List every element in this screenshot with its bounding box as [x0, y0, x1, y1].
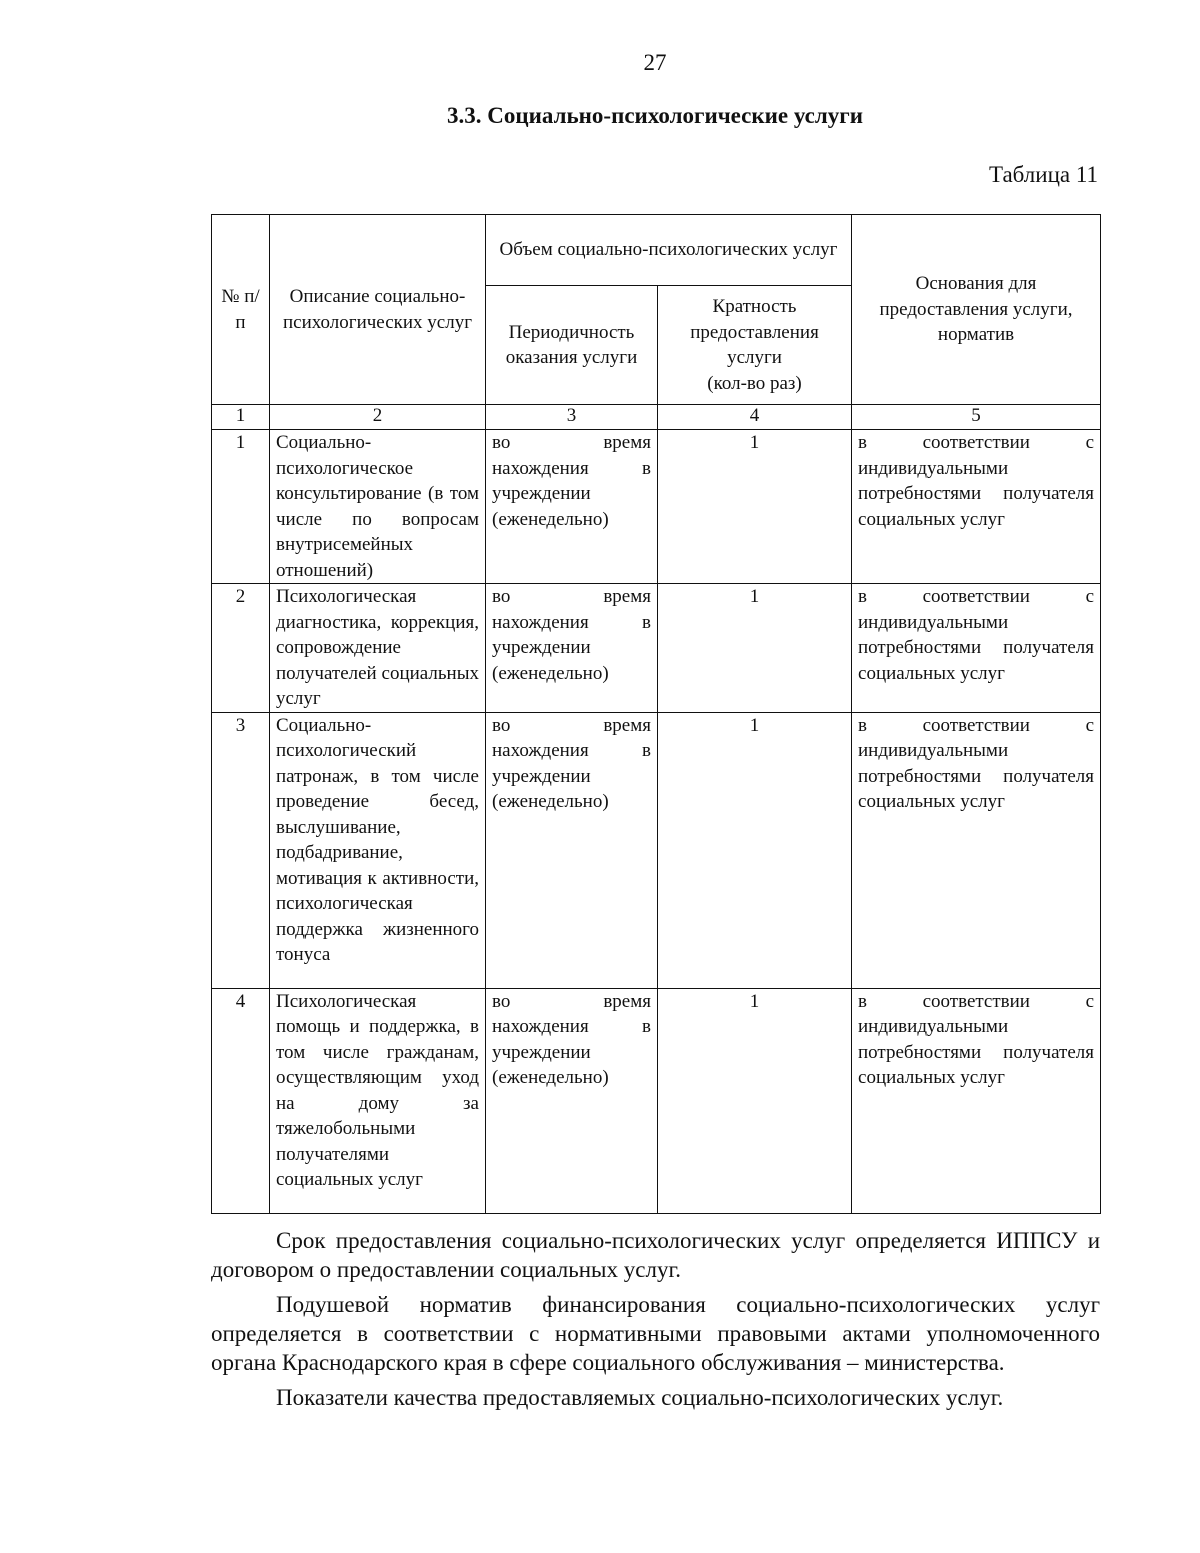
- table-row: [212, 712, 1101, 988]
- row-basis: в соответствии с индивидуальными потребностями получателя социальных услуг: [852, 712, 1101, 988]
- header-multiplicity: [658, 286, 852, 405]
- row-number: 1: [212, 430, 270, 584]
- row-basis: в соответствии с индивидуальными потребностями получателя социальных услуг: [852, 584, 1101, 713]
- row-number: 3: [212, 712, 270, 988]
- header-number: № п/п: [212, 215, 270, 405]
- row-basis: в соответствии с индивидуальными потребностями получателя социальных услуг: [852, 430, 1101, 584]
- row-periodicity: во время нахождения в учреждении (еженедельно): [486, 712, 658, 988]
- row-basis: в соответствии с индивидуальными потребностями получателя социальных услуг: [852, 988, 1101, 1213]
- table-row: [212, 430, 1101, 584]
- paragraph: Подушевой норматив финансирования социально-психологических услуг определяется в соответствии с нормативными правовыми актами уполномоченного органа Краснодарского края в сфере социального обслуживания – министерства.: [211, 1292, 1100, 1375]
- row-periodicity: во время нахождения в учреждении (еженедельно): [486, 430, 658, 584]
- row-description: Социально-психологическое консультирование (в том числе по вопросам внутрисемейных отношений): [270, 430, 486, 584]
- row-description: Психологическая диагностика, коррекция, сопровождение получателей социальных услуг: [270, 584, 486, 713]
- table-row: [212, 584, 1101, 713]
- column-number: 4: [658, 405, 852, 430]
- header-basis: Основания для предоставления услуги, норматив: [852, 215, 1101, 405]
- column-number: 2: [270, 405, 486, 430]
- row-multiplicity: 1: [658, 430, 852, 584]
- row-multiplicity: 1: [658, 712, 852, 988]
- column-number: 5: [852, 405, 1101, 430]
- table-caption: Таблица 11: [988, 162, 1098, 187]
- column-number: 3: [486, 405, 658, 430]
- row-periodicity: во время нахождения в учреждении (еженедельно): [486, 988, 658, 1213]
- header-volume-group: Объем социально-психологических услуг: [486, 215, 852, 286]
- row-description: Психологическая помощь и поддержка, в том числе гражданам, осуществляющим уход на дому за тяжелобольными получателями социальных услуг: [270, 988, 486, 1213]
- header-multiplicity-text: Кратность предоставления услуги: [690, 296, 819, 368]
- body-text: [211, 1226, 1100, 1418]
- row-multiplicity: 1: [658, 584, 852, 713]
- section-title: 3.3. Социально-психологические услуги: [447, 103, 863, 128]
- row-multiplicity: 1: [658, 988, 852, 1213]
- header-multiplicity-unit: (кол-во раз): [707, 372, 802, 394]
- header-periodicity: Периодичность оказания услуги: [486, 286, 658, 405]
- header-description: Описание социально-психологических услуг: [270, 215, 486, 405]
- page-number: 27: [643, 50, 667, 75]
- table-row: [212, 988, 1101, 1213]
- row-periodicity: во время нахождения в учреждении (еженедельно): [486, 584, 658, 713]
- row-description: Социально-психологический патронаж, в том числе проведение бесед, выслушивание, подбадривание, мотивация к активности, психологическая поддержка жизненного тонуса: [270, 712, 486, 988]
- row-number: 2: [212, 584, 270, 713]
- services-table: [211, 214, 1101, 1214]
- column-number: 1: [212, 405, 270, 430]
- paragraph: Срок предоставления социально-психологических услуг определяется ИППСУ и договором о предоставлении социальных услуг.: [211, 1228, 1100, 1282]
- row-number: 4: [212, 988, 270, 1213]
- paragraph: Показатели качества предоставляемых социально-психологических услуг.: [276, 1385, 1004, 1410]
